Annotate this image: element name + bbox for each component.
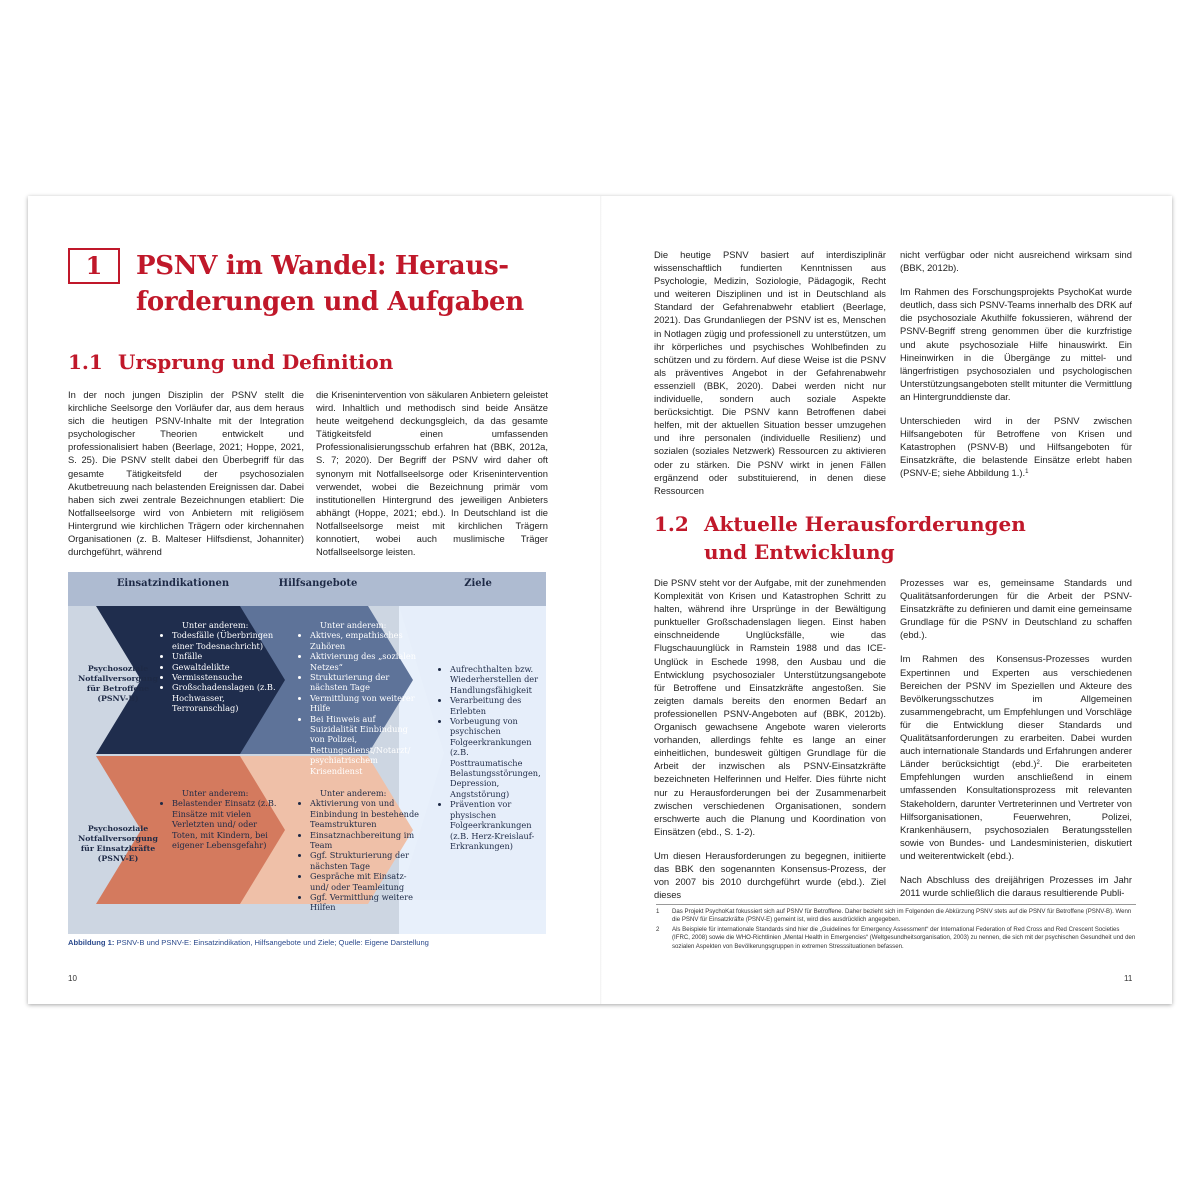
right-col2-para1: nicht verfügbar oder nicht ausreichend wirksam sind (BBK, 2012b). xyxy=(900,249,1132,274)
e-indications-list xyxy=(160,788,278,850)
header-hilfsangebote: Hilfsangebote xyxy=(278,578,358,589)
figure-psnv-diagram xyxy=(68,572,546,934)
caption-text: PSNV-B und PSNV-E: Einsatzindikation, Hilfsangebote und Ziele; Quelle: Eigene Darstellung xyxy=(116,938,429,947)
list-item: • Aktivierung des „sozialen Netzes“ xyxy=(310,651,422,672)
right-col4-text xyxy=(900,576,1132,899)
b-offers-list xyxy=(298,620,422,776)
e-indications-lead: Unter anderem: xyxy=(182,788,249,798)
section-title-1-2-line2: und Entwicklung xyxy=(704,540,895,564)
section-title-1-1: Ursprung und Definition xyxy=(118,350,394,374)
list-item: • Todesfälle (Überbringen einer Todesnachricht) xyxy=(172,630,278,651)
b-indications-list xyxy=(160,620,278,714)
list-item: • Unfälle xyxy=(172,651,278,661)
right-col4-para3: Nach Abschluss des dreijährigen Prozesses im Jahr 2011 wurde schließlich die daraus resultierende Publi- xyxy=(900,873,1132,899)
footnote-ref-2: 2 xyxy=(1036,760,1040,767)
figure-caption xyxy=(68,938,548,947)
page-number-left: 10 xyxy=(68,974,77,983)
right-col4-para2 xyxy=(900,652,1132,862)
right-col2-para2: Im Rahmen des Forschungsprojekts PsychoKat wurde deutlich, dass sich PSNV-Teams innerhalb des DRK auf die psychosoziale Akuthilfe fokussieren, während der PSNV-Begriff streng genommen über die kurzfristige und akute psychosoziale Hilfe hinauswirkt. Ein Hineinwirken in die Übergänge zu mittel- und längerfristigen psychosozialen und psychologischen Unterstützungsangeboten stellt mitunter die Vermittlung an Hintergrunddienste dar. xyxy=(900,286,1132,402)
footnote-2 xyxy=(656,926,1136,951)
list-item: • Gewaltdelikte xyxy=(172,662,278,672)
right-col2-text xyxy=(900,248,1132,488)
section-number-1-1: 1.1 xyxy=(68,350,103,374)
list-item: • Gespräche mit Einsatz-und/ oder Teamleitung xyxy=(310,871,422,892)
chapter-title-line1: PSNV im Wandel: Heraus- xyxy=(136,251,509,281)
right-col2-para3-text: Unterschieden wird in der PSNV zwischen Hilfsangeboten für Betroffene von Krisen und Katastrophen (PSNV-B) und Hilfsangeboten für Einsatzkräfte, die belastende Einsätze erlebt haben (PSNV-E; siehe Abbildung 1.). xyxy=(900,415,1132,479)
right-col3-para2: Um diesen Herausforderungen zu begegnen, initiierte das BBK den sogenannten Konsensus-Prozess, der von 2007 bis 2010 durchgeführt wurde (ebd.). Ziel dieses xyxy=(654,849,886,901)
footnote-ref-1: 1 xyxy=(1025,469,1029,476)
left-col1-text: In der noch jungen Disziplin der PSNV stellt die kirchliche Seelsorge den Vorläufer dar, aus dem heraus sich die heutigen PSNV-Inhalte mit der Integration psychologischer Theorien entwickelt und professionalisiert haben (Beerlage, 2021; Hoppe, 2021, S. 25). Die PSNV stellt dabei den Überbegriff für das gesamte Tätigkeitsfeld der psychosozialen Akutbetreuung nach belastenden Ereignissen dar. Dabei haben sich zwei zentrale Bezeichnungen etabliert: Die Notfallseelsorge wird von Anbietern mit religiösem Hintergrund wie kirchlichen Trägern oder kirchennahen Organisationen (z. B. Malteser Hilfsdienst, Johanniter) durchgeführt, während xyxy=(68,389,304,558)
list-item: • Aktives, empathisches Zuhören xyxy=(310,630,422,651)
list-item: • Großschadenslagen (z.B. Hochwasser, Terroranschlag) xyxy=(172,682,278,713)
right-col4-para2a: Im Rahmen des Konsensus-Prozesses wurden Expertinnen und Experten aus verschiedenen Bereichen der PSNV im Speziellen und Akteure des Bevölkerungsschutzes im Allgemeinen zusammengebracht, um Empfehlungen und Vorschläge für die Entwicklung dieser Standards und Qualitätsanforderungen zu erarbeiten. Dabei wurden auch internationale Standards und Erfahrungen anderer Länder berücksichtigt (ebd.) xyxy=(900,653,1132,770)
list-item: • Verarbeitung des Erlebten xyxy=(450,695,542,716)
list-item: • Prävention vor physischen Folgeerkrankungen (z.B. Herz-Kreislauf-Erkrankungen) xyxy=(450,799,542,851)
section-title-1-2-line1: Aktuelle Herausforderungen xyxy=(704,512,1026,536)
row-label-psnv-b: Psychosoziale Notfallversorgung für Betroffene (PSNV-B) xyxy=(78,664,158,703)
header-ziele: Ziele xyxy=(464,578,492,589)
footnote-2-text: Als Beispiele für internationale Standards sind hier die „Guidelines for Emergency Assessment“ der International Federation of Red Cross and Red Crescent Societies (IFRC, 2008) sowie die WHO-Richtlinien „Mental Health in Emergencies“ (Weltgesundheitsorganisation, 2003) zu nennen, die sich mit der psychischen Gesundheit und den sozialen Aspekten von Bevölkerungsgruppen in extremen Stresssituationen befassen. xyxy=(672,925,1136,950)
page-gutter xyxy=(600,196,602,1004)
footnotes xyxy=(656,904,1136,952)
right-col3-para1: Die PSNV steht vor der Aufgabe, mit der zunehmenden Komplexität von Krisen und Katastrophen Schritt zu halten, während ihre Ursprünge in der Bewältigung punktueller Großschadenslagen liegen. Einst haben einschneidende Unglücksfälle, wie das Flugschauunglück in Ramstein 1988 und das ICE-Unglück in Eschede 1998, den Ausbau und die Entwicklung psychosozialer Unterstützungsangebote für Betroffene und Einsatzkräfte angestoßen. Sie zeigten damals bereits den enormen Bedarf an professionellen PSNV-Angeboten auf (BBK, 2012b). Organisch gewachsene Angebote waren vielerorts vorhanden, allerdings fehlte es lange an einer einheitlichen, bundesweit gültigen Grundlage für die Arbeit der inzwischen als PSNV-Einsatzkräfte bezeichneten Helferinnen und Helfer. Dies führte nicht nur zu Herausforderungen bei der Zusammenarbeit zwischen verschiedenen Organisationen, sondern erschwerte auch die Planung und Koordination von Einsätzen (ebd., S. 1-2). xyxy=(654,577,886,837)
book-spread xyxy=(28,196,1172,1004)
chapter-title-line2: forderungen und Aufgaben xyxy=(136,287,524,317)
footnote-1 xyxy=(656,908,1136,925)
list-item: • Aktivierung von und Einbindung in bestehende Teamstrukturen xyxy=(310,798,422,829)
goals-list xyxy=(438,664,542,851)
right-col2-para3 xyxy=(900,414,1132,479)
list-item: • Vorbeugung von psychischen Folgeerkrankungen (z.B. Posttraumatische Belastungsstörungen, Depression, Angststörung) xyxy=(450,716,542,799)
row-label-psnv-e: Psychosoziale Notfallversorgung für Einsatzkräfte (PSNV-E) xyxy=(78,824,158,863)
list-item: • Vermisstensuche xyxy=(172,672,278,682)
page-number-right: 11 xyxy=(1124,974,1133,983)
list-item: • Vermittlung von weiterer Hilfe xyxy=(310,693,422,714)
left-col2-text: die Krisenintervention von säkularen Anbietern geleistet wird. Inhaltlich und methodisch sind beide Ansätze heute weitgehend deckungsgleich, da das gesamte Tätigkeitsfeld einen umfassenden Professionalisierungsschub erfahren hat (BBK, 2012a, S. 7; 2020). Der Begriff der PSNV wird daher oft synonym mit Notfallseelsorge oder Krisenintervention verwendet, wobei die Bezeichnung primär vom institutionellen Hintergrund des jeweiligen Anbieters abhängt (Hoppe, 2021; ebd.). In Deutschland ist die Notfallseelsorge meist mit kirchlichen Trägern konnotiert, wobei auch muslimische Träger Notfallseelsorge leisten. xyxy=(316,389,548,558)
list-item: • Ggf. Strukturierung der nächsten Tage xyxy=(310,850,422,871)
footnote-1-text: Das Projekt PsychoKat fokussiert sich auf PSNV für Betroffene. Daher bezieht sich im Folgenden die Abkürzung PSNV stets auf die PSNV für Betroffene (PSNV-B). Wenn die PSNV für Einsatzkräfte (PSNV-E) gemeint ist, wird dies ausdrücklich angegeben. xyxy=(672,908,1132,924)
list-item: • Strukturierung der nächsten Tage xyxy=(310,672,422,693)
b-indications-lead: Unter anderem: xyxy=(182,620,249,630)
list-item: • Aufrechthalten bzw. Wiederherstellen der Handlungsfähigkeit xyxy=(450,664,542,695)
right-col4-para1: Prozesses war es, gemeinsame Standards und Qualitätsanforderungen für die Arbeit der PSNV-Einsatzkräfte zu definieren und damit eine gemeinsame Grundlage für die PSNV in Deutschland zu schaffen (ebd.). xyxy=(900,577,1132,641)
section-number-1-2: 1.2 xyxy=(654,512,689,536)
list-item: • Ggf. Vermittlung weitere Hilfen xyxy=(310,892,422,913)
e-offers-lead: Unter anderem: xyxy=(320,788,387,798)
caption-label: Abbildung 1: xyxy=(68,938,115,947)
chapter-number: 1 xyxy=(68,248,120,284)
e-offers-list xyxy=(298,788,422,913)
list-item: • Einsatznachbereitung im Team xyxy=(310,830,422,851)
chapter-title xyxy=(136,248,566,320)
right-col1-text: Die heutige PSNV basiert auf interdisziplinär wissenschaftlich fundierten Kenntnissen aus Psychologie, Medizin, Soziologie, Pädagogik, Recht und weiteren Disziplinen und ist in Deutschland als Standard der Gefahrenabwehr etabliert (Beerlage, 2021). Das Grundanliegen der PSNV ist es, Menschen in Notlagen zügig und professionell zu unterstützen, um ihr körperliches und psychisches Wohlbefinden zu schützen und zu fördern. Auf diese Weise ist die PSNV als präventives Angebot in der Gefahrenabwehr essenziell (BBK, 2020). Dabei werden nicht nur individuelle, sondern auch soziale Aspekte berücksichtigt. Die PSNV kann Betroffenen dabei helfen, mit der aktuellen Situation besser umzugehen und ihre personalen (individuelle Resilienz) und sozialen (soziales Netzwerk) Ressourcen zu aktivieren oder zu stärken. Die PSNV wirkt in jenen Fällen ergänzend oder substituierend, in denen diese Ressourcen xyxy=(654,249,886,496)
footnote-1-number: 1 xyxy=(656,908,660,915)
right-col4-para2b: . Die erarbeiteten Empfehlungen wurden anschließend in einem umfassenden Konsultationsprozess mit relevanten Stakeholdern, darunter Vertreterinnen und Vertreter von Hilfsorganisationen, Feuerwehren, Polizei, Krankenhäusern, psychosozialen Beratungsstellen sowie von Bundes- und Landesministerien, diskutiert und weiterentwickelt (ebd.). xyxy=(900,758,1132,861)
b-offers-lead: Unter anderem: xyxy=(320,620,387,630)
section-title-1-2 xyxy=(704,510,1124,566)
right-col3-text xyxy=(654,576,886,901)
footnote-2-number: 2 xyxy=(656,925,660,933)
list-item: • Belastender Einsatz (z.B. Einsätze mit vielen Verletzten und/ oder Toten, mit Kindern, bei eigener Lebensgefahr) xyxy=(172,798,278,850)
header-einsatzindikationen: Einsatzindikationen xyxy=(116,578,230,589)
list-item: • Bei Hinweis auf Suizidalität Einbindung von Polizei, Rettungsdienst/Notarzt/ psychiatrischem Krisendienst xyxy=(310,714,422,776)
